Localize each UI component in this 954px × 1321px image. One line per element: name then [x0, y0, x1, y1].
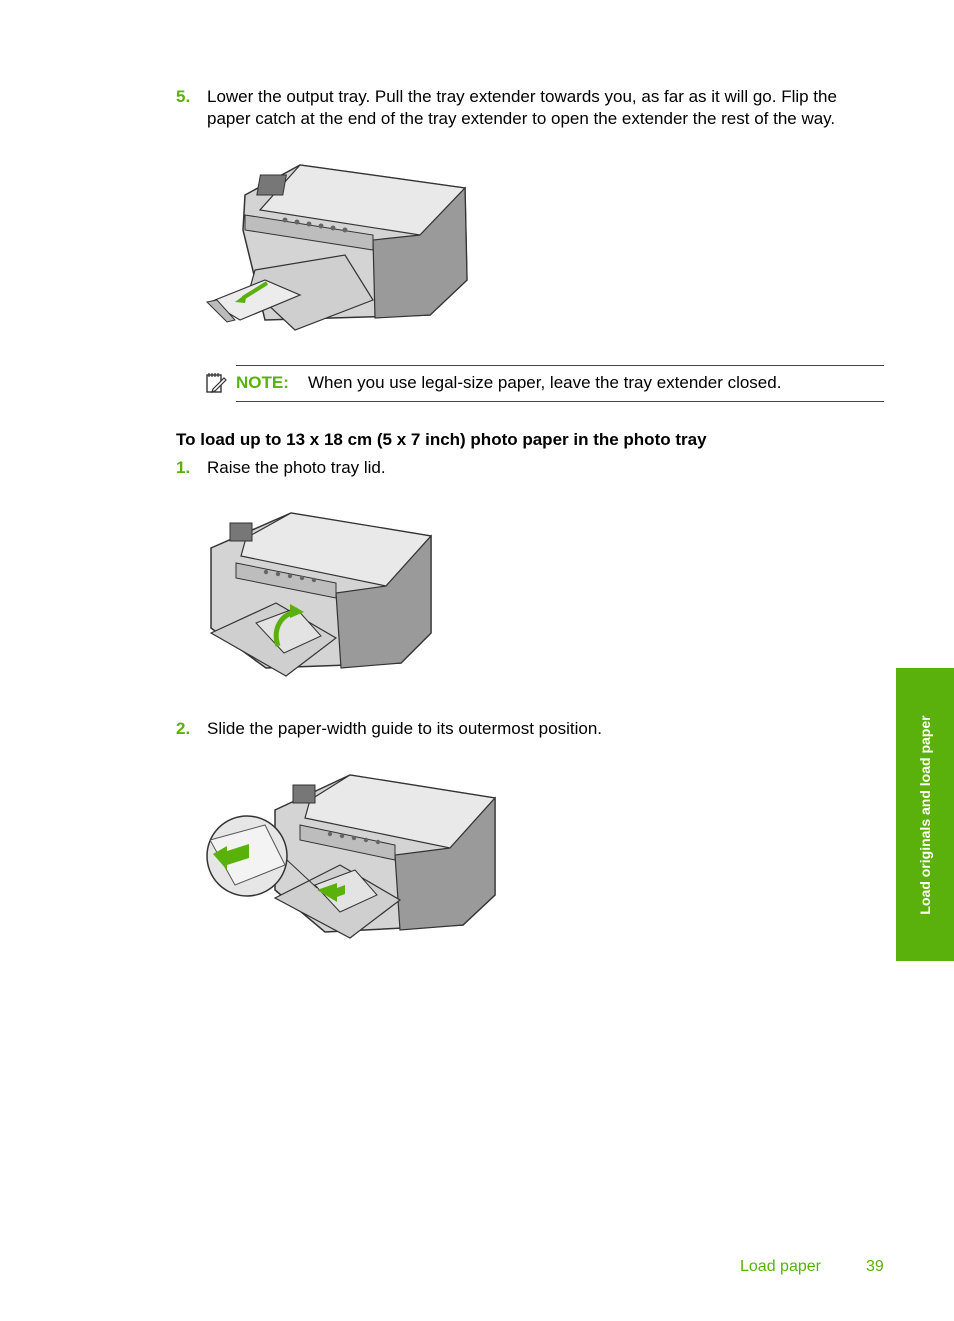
- photo-tray-lid-illustration: [206, 508, 438, 680]
- note-text: When you use legal-size paper, leave the tray extender closed.: [308, 373, 782, 392]
- step-2: [176, 718, 776, 740]
- paper-width-guide-illustration: [205, 770, 501, 942]
- step-number: 2.: [176, 719, 191, 738]
- step-text: Slide the paper-width guide to its outermost position.: [207, 719, 603, 738]
- note-label: NOTE:: [236, 373, 289, 392]
- side-tab-label: Load originals and load paper: [917, 714, 933, 915]
- footer-page-number: 39: [866, 1258, 884, 1275]
- side-tab: [896, 668, 954, 961]
- step-1: [176, 457, 776, 479]
- step-text: Raise the photo tray lid.: [207, 458, 386, 477]
- step-text-line-1: Lower the output tray. Pull the tray extender towards you, as far as it will go. Flip the: [207, 87, 837, 106]
- step-text-line-2: paper catch at the end of the tray extender to open the extender the rest of the way.: [207, 109, 836, 128]
- footer-section-title: Load paper: [740, 1258, 821, 1275]
- step-number: 1.: [176, 458, 191, 477]
- step-5: [176, 86, 886, 130]
- section-heading: To load up to 13 x 18 cm (5 x 7 inch) photo paper in the photo tray: [176, 430, 707, 449]
- printer-extender-illustration: [205, 160, 473, 332]
- note-icon: [205, 372, 227, 394]
- note-box: [236, 365, 884, 402]
- step-number: 5.: [176, 87, 191, 106]
